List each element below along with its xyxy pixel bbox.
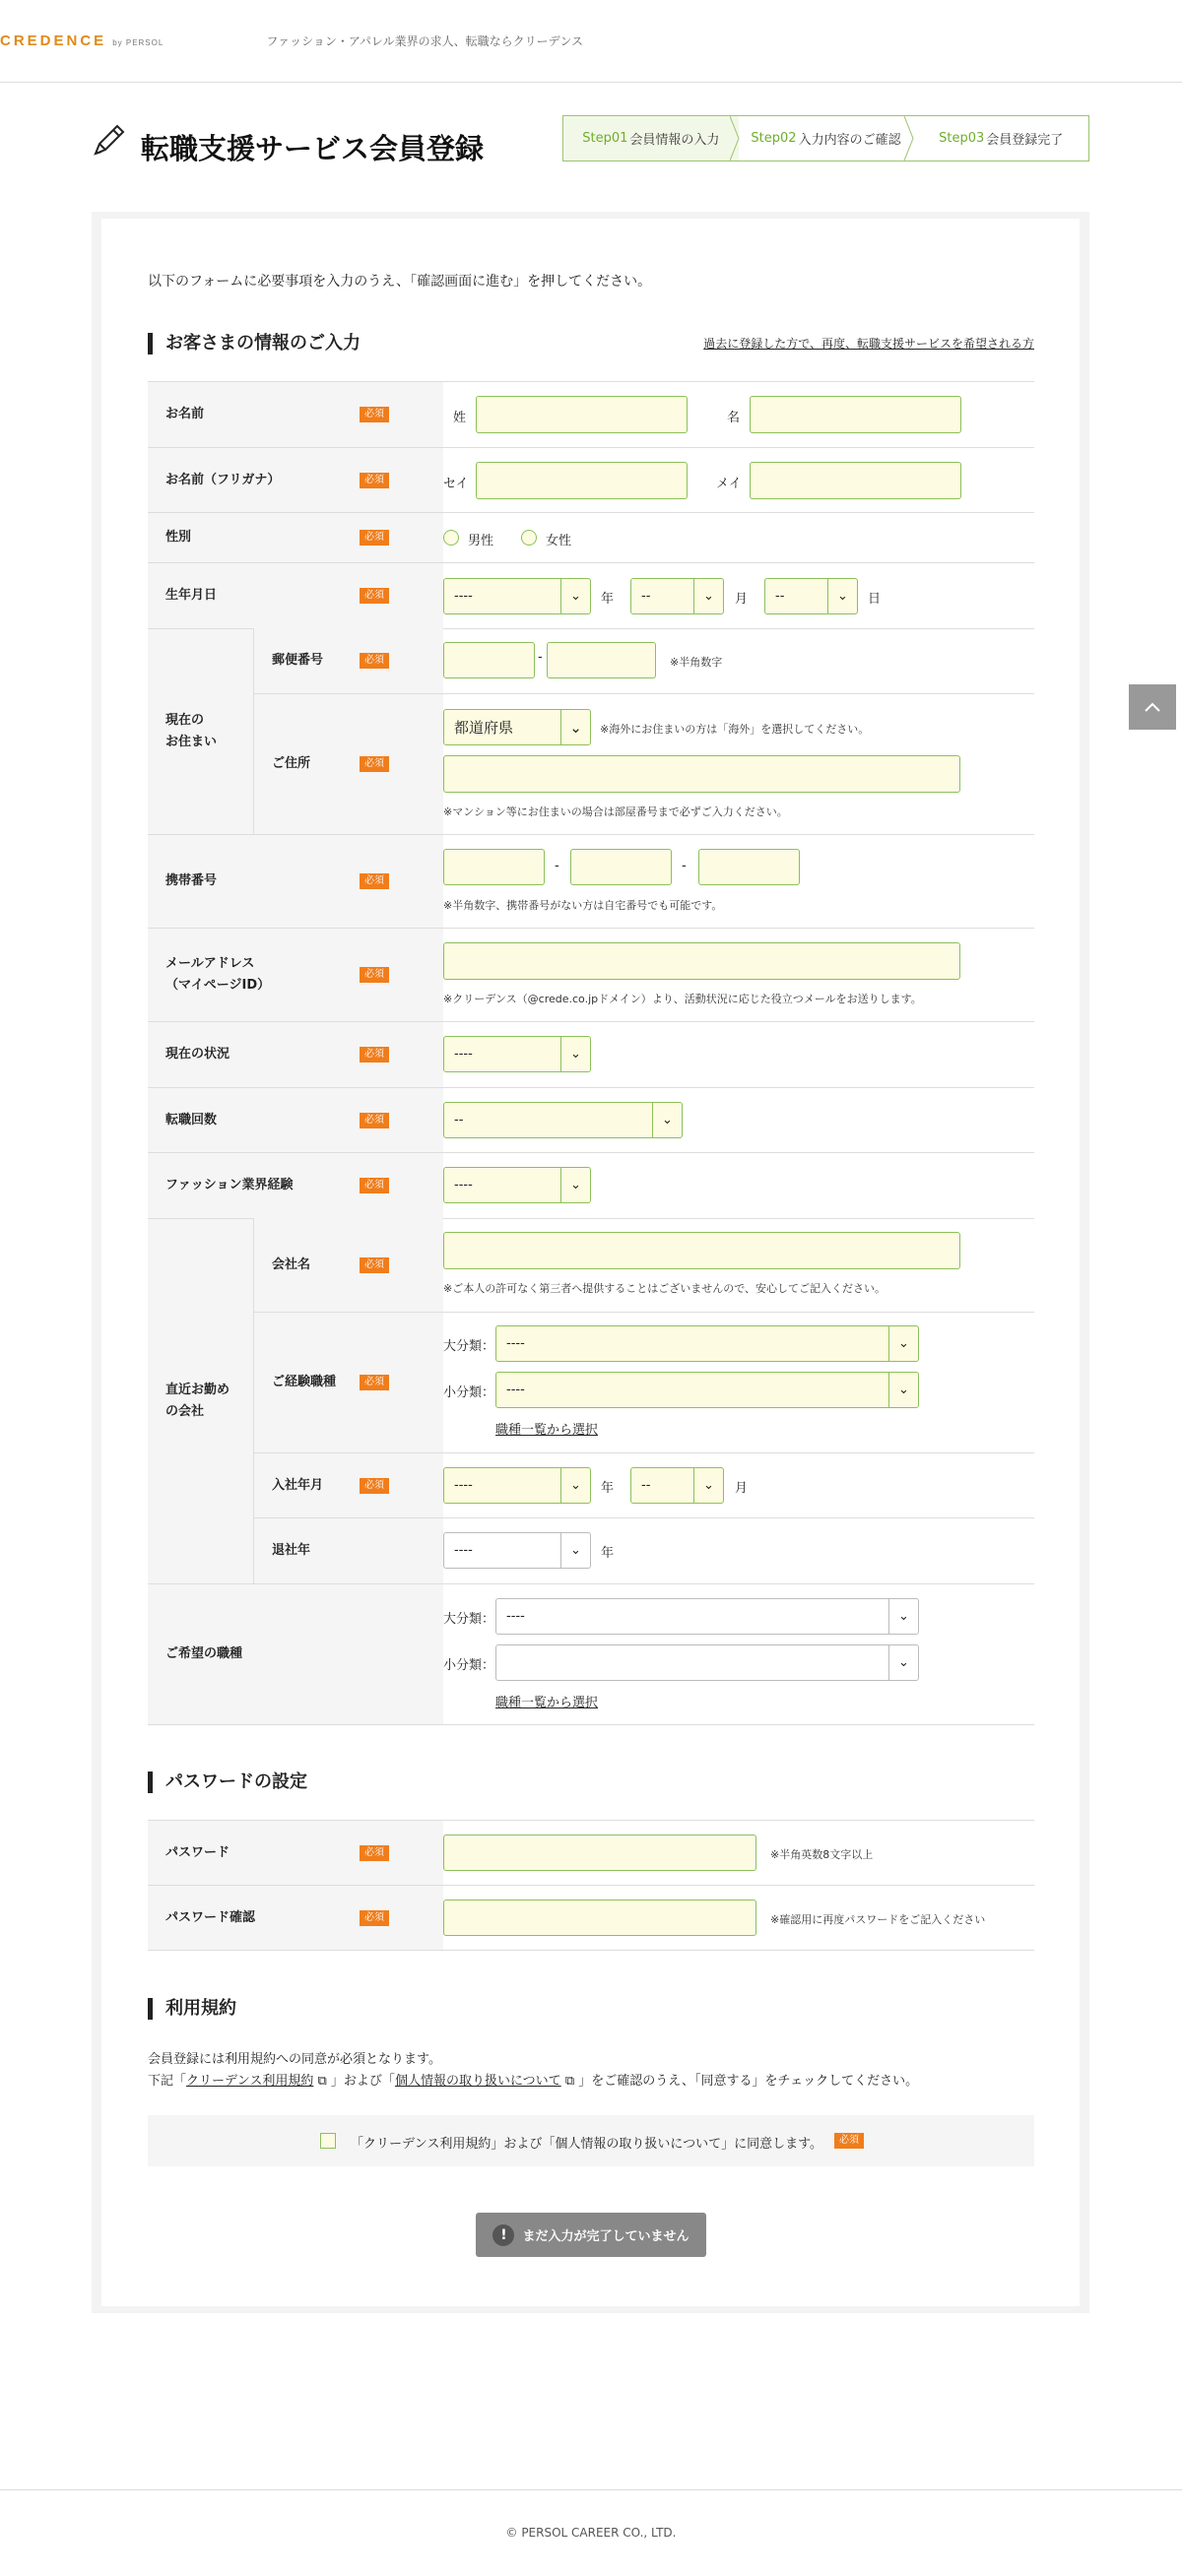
label-year-unit: 年 [601, 1546, 615, 1561]
label-birth: 生年月日 [165, 588, 218, 603]
section-heading-customer: お客さまの情報のご入力 [148, 333, 361, 354]
mobile-dash: - [682, 859, 687, 873]
label-leave: 退社年 [272, 1543, 311, 1558]
past-registrant-link[interactable]: 過去に登録した方で、再度、転職支援サービスを希望される方 [703, 337, 1034, 351]
chevron-down-icon: ⌄ [888, 1326, 918, 1361]
label-address: ご住所 [272, 756, 311, 771]
row-gender [148, 512, 1034, 562]
job-changes-select[interactable]: -- ⌄ [443, 1102, 683, 1138]
required-badge: 必須 [360, 407, 389, 422]
label-join: 入社年月 [272, 1477, 324, 1493]
label-sei-kana: セイ [443, 477, 469, 491]
chevron-down-icon: ⌄ [560, 1468, 590, 1503]
birth-month-select[interactable]: -- ⌄ [630, 578, 724, 614]
label-desired-job: ご希望の職種 [165, 1646, 243, 1661]
label-email-2: （マイページID） [165, 978, 271, 993]
chevron-down-icon: ⌄ [827, 579, 857, 613]
required-badge: 必須 [360, 653, 389, 669]
password-confirm-input[interactable] [443, 1900, 756, 1936]
join-month-select[interactable]: -- ⌄ [630, 1467, 724, 1504]
step-1: Step01 会員情報の入力 [563, 116, 739, 161]
label-sei: 姓 [453, 411, 467, 425]
required-badge: 必須 [360, 1375, 389, 1390]
submit-button[interactable]: ! まだ入力が完了していません [476, 2213, 706, 2257]
footer [0, 2489, 1182, 2576]
required-badge: 必須 [360, 473, 389, 488]
required-badge: 必須 [360, 1257, 389, 1273]
row-password [148, 1820, 1034, 1885]
chevron-down-icon: ⌄ [693, 1468, 723, 1503]
site-header [0, 0, 1182, 83]
postal-code-2-input[interactable] [547, 642, 656, 678]
row-mobile [148, 834, 1034, 928]
label-password-confirm: パスワード確認 [165, 1909, 256, 1925]
label-name: お名前 [165, 407, 205, 421]
chevron-down-icon: ⌄ [888, 1645, 918, 1680]
chevron-down-icon: ⌄ [560, 710, 590, 744]
email-note: ※クリーデンス（@crede.co.jpドメイン）より、活動状況に応じた役立つメールをお送りします。 [443, 993, 922, 1005]
pencil-icon [92, 122, 127, 158]
label-status: 現在の状況 [165, 1047, 230, 1062]
chevron-down-icon: ⌄ [560, 1168, 590, 1202]
label-minor: 小分類： [443, 1385, 495, 1400]
header-tagline: ファッション・アパレル業界の求人、転職ならクリーデンス [266, 34, 583, 48]
label-password: パスワード [165, 1844, 230, 1860]
mobile-1-input[interactable] [443, 849, 545, 885]
last-name-input[interactable] [476, 396, 688, 433]
label-gender: 性別 [165, 530, 192, 545]
chevron-down-icon: ⌄ [888, 1599, 918, 1634]
chevron-down-icon: ⌄ [652, 1103, 682, 1137]
address-input[interactable] [443, 755, 960, 793]
chevron-down-icon: ⌄ [560, 1037, 590, 1071]
label-company-group-1: 直近お勤め [165, 1383, 230, 1397]
row-fashion-exp [148, 1152, 1034, 1218]
row-postal [254, 628, 1034, 693]
fashion-exp-select[interactable]: ---- ⌄ [443, 1167, 591, 1203]
label-male: 男性 [468, 534, 494, 548]
password-confirm-note: ※確認用に再度パスワードをご記入ください [770, 1913, 986, 1926]
company-input[interactable] [443, 1232, 960, 1269]
required-badge: 必須 [360, 967, 389, 983]
row-status [148, 1021, 1034, 1087]
copyright: © PERSOL CAREER CO., LTD. [505, 2526, 677, 2540]
row-email [148, 928, 1034, 1021]
row-job-type [254, 1312, 1034, 1452]
job-list-link[interactable]: 職種一覧から選択 [495, 1696, 599, 1710]
required-badge: 必須 [360, 873, 389, 889]
required-badge: 必須 [360, 530, 389, 546]
job-list-link[interactable]: 職種一覧から選択 [495, 1423, 599, 1438]
section-heading-terms: 利用規約 [148, 1998, 236, 2020]
label-address-group-2: お住まい [165, 735, 218, 749]
mobile-note: ※半角数字、携帯番号がない方は自宅番号でも可能です。 [443, 899, 723, 912]
status-select[interactable]: ---- ⌄ [443, 1036, 591, 1072]
label-company: 会社名 [272, 1256, 311, 1272]
label-address-group-1: 現在の [165, 713, 205, 728]
row-leave [254, 1517, 1034, 1583]
postal-dash: - [538, 650, 543, 665]
chevron-down-icon: ⌄ [560, 579, 590, 613]
label-email-1: メールアドレス [165, 956, 255, 971]
required-badge: 必須 [360, 1113, 389, 1128]
agree-label: 「クリーデンス利用規約」および「個人情報の取り扱いについて」に同意します。 [351, 2137, 823, 2152]
back-to-top-button[interactable] [1129, 684, 1176, 730]
external-link-icon: ⧉ [560, 2074, 579, 2089]
step-indicator [562, 115, 1089, 161]
section-heading-password: パスワードの設定 [148, 1771, 307, 1793]
label-company-group-2: の会社 [165, 1404, 205, 1419]
page-title: 転職支援サービス会員登録 [141, 132, 485, 165]
required-badge: 必須 [360, 1047, 389, 1063]
label-minor: 小分類： [443, 1658, 495, 1673]
required-badge: 必須 [834, 2133, 864, 2149]
label-month-unit: 月 [735, 1481, 749, 1496]
row-kana [148, 447, 1034, 512]
last-name-kana-input[interactable] [476, 462, 688, 499]
chevron-down-icon: ⌄ [693, 579, 723, 613]
label-major: 大分類： [443, 1339, 495, 1354]
required-badge: 必須 [360, 588, 389, 604]
radio-female[interactable] [521, 530, 537, 546]
credence-logo[interactable]: CREDENCE by PERSOL [0, 32, 164, 49]
agree-box [148, 2115, 1034, 2166]
job-minor-select[interactable]: ---- ⌄ [495, 1372, 919, 1408]
job-major-select[interactable]: ---- ⌄ [495, 1325, 919, 1362]
desired-major-select[interactable]: ---- ⌄ [495, 1598, 919, 1635]
label-year-unit: 年 [601, 592, 615, 607]
row-address [254, 693, 1034, 834]
external-link-icon: ⧉ [313, 2074, 331, 2089]
mobile-2-input[interactable] [570, 849, 672, 885]
label-month-unit: 月 [735, 592, 749, 607]
desired-minor-select[interactable] [495, 1644, 919, 1681]
row-join [254, 1452, 1034, 1517]
prefecture-note: ※海外にお住まいの方は「海外」を選択してください。 [600, 723, 870, 736]
mobile-3-input[interactable] [698, 849, 800, 885]
label-job-changes: 転職回数 [165, 1112, 218, 1127]
chevron-down-icon: ⌄ [888, 1373, 918, 1407]
label-mei: 名 [727, 411, 741, 425]
row-job-changes [148, 1087, 1034, 1152]
password-note: ※半角英数8文字以上 [770, 1848, 874, 1861]
required-badge: 必須 [360, 1478, 389, 1494]
prefecture-select[interactable]: 都道府県 ⌄ [443, 709, 591, 745]
postal-note: ※半角数字 [670, 656, 723, 669]
label-day-unit: 日 [868, 592, 882, 607]
mobile-dash: - [555, 859, 559, 873]
exclamation-icon: ! [492, 2224, 514, 2246]
row-birth [148, 562, 1034, 628]
postal-code-1-input[interactable] [443, 642, 535, 678]
row-company [254, 1218, 1034, 1312]
step-2: Step02 入力内容のご確認 [739, 116, 914, 161]
row-desired-job [148, 1583, 1034, 1725]
label-female: 女性 [546, 534, 572, 548]
label-kana: お名前（フリガナ） [165, 472, 281, 487]
label-postal: 郵便番号 [272, 653, 324, 668]
privacy-link[interactable]: 個人情報の取り扱いについて [394, 2074, 561, 2089]
step-3: Step03 会員登録完了 [939, 131, 1064, 148]
first-name-input[interactable] [750, 396, 961, 433]
required-badge: 必須 [360, 1910, 389, 1926]
label-mei-kana: メイ [716, 477, 742, 491]
row-password-confirm [148, 1885, 1034, 1951]
leave-year-select[interactable]: ---- ⌄ [443, 1532, 591, 1569]
birth-year-select[interactable]: ---- ⌄ [443, 578, 591, 614]
agree-checkbox[interactable] [320, 2133, 336, 2149]
label-major: 大分類： [443, 1612, 495, 1627]
first-name-kana-input[interactable] [750, 462, 961, 499]
label-job-type: ご経験職種 [272, 1375, 337, 1389]
password-input[interactable] [443, 1835, 756, 1871]
required-badge: 必須 [360, 756, 389, 772]
label-year-unit: 年 [601, 1481, 615, 1496]
birth-day-select[interactable]: -- ⌄ [764, 578, 858, 614]
label-mobile: 携帯番号 [165, 873, 218, 888]
company-note: ※ご本人の許可なく第三者へ提供することはございませんので、安心してご記入ください。 [443, 1282, 886, 1295]
address-note: ※マンション等にお住まいの場合は部屋番号まで必ずご入力ください。 [443, 805, 788, 818]
radio-male[interactable] [443, 530, 459, 546]
required-badge: 必須 [360, 1178, 389, 1193]
terms-link[interactable]: クリーデンス利用規約 [186, 2074, 314, 2089]
label-fashion-exp: ファッション業界経験 [165, 1178, 294, 1192]
intro-text: 以下のフォームに必要事項を入力のうえ、「確認画面に進む」を押してください。 [148, 274, 652, 290]
email-input[interactable] [443, 942, 960, 980]
join-year-select[interactable]: ---- ⌄ [443, 1467, 591, 1504]
required-badge: 必須 [360, 1845, 389, 1861]
chevron-down-icon: ⌄ [560, 1533, 590, 1568]
terms-line-2: 下記「クリーデンス利用規約 ⧉ 」および「個人情報の取り扱いについて ⧉ 」をご確認のうえ、「同意する」をチェックしてください。 [148, 2074, 919, 2089]
chevron-up-icon [1145, 702, 1160, 712]
terms-line-1: 会員登録には利用規約への同意が必須となります。 [148, 2052, 441, 2067]
row-name [148, 381, 1034, 447]
